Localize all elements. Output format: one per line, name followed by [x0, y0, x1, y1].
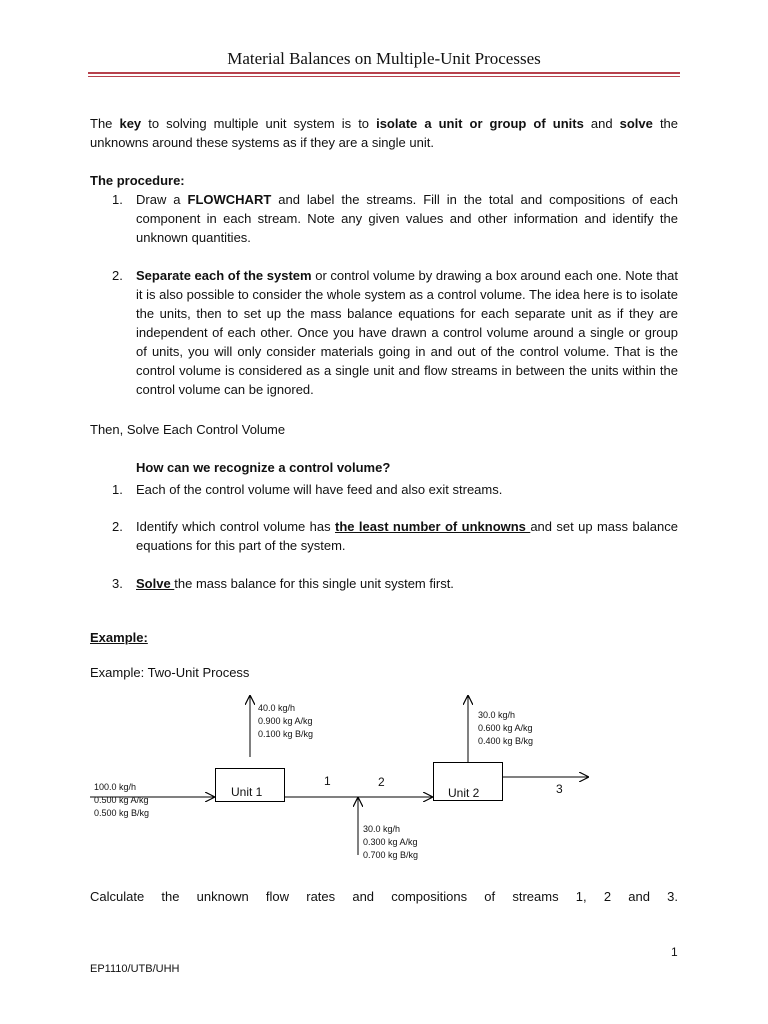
- top-stream-2-label: 30.0 kg/h 0.600 kg A/kg 0.400 kg B/kg: [478, 710, 534, 746]
- page-title: Material Balances on Multiple-Unit Processes: [227, 49, 541, 68]
- top-stream-1-label: 40.0 kg/h 0.900 kg A/kg 0.100 kg B/kg: [258, 703, 314, 739]
- recognize-question: How can we recognize a control volume?: [136, 460, 391, 475]
- procedure-step-2: 2. Separate each of the system or control volume by drawing a box around each one. Note that it is also possible to consider the whole system as a control volume. The idea here is to isolate the units, then to set up the mass balance equations for each separate unit as if they are independent of each other. Once you have drawn a control volume around a single or group of units, you will only consider materials going in and out of the control volume. That is the control volume is considered as a single unit and flow streams in between the units within the control volume can be ignored.: [112, 268, 679, 397]
- procedure-heading: The procedure:: [90, 173, 185, 188]
- example-question: Calculate the unknown flow rates and compositions of streams 1, 2 and 3.: [90, 889, 678, 904]
- unit-1-label: Unit 1: [231, 785, 263, 799]
- then-text: Then, Solve Each Control Volume: [90, 422, 286, 437]
- example-subtitle: Example: Two-Unit Process: [90, 665, 250, 680]
- page-number: 1: [671, 945, 678, 959]
- footer-code: EP1110/UTB/UHH: [90, 963, 180, 975]
- procedure-step-1: 1. Draw a FLOWCHART and label the streams. Fill in the total and compositions of each component in each stream. Note any given values and other information and identify the unknown quantities.: [112, 192, 678, 245]
- feed-stream-label: 100.0 kg/h 0.500 kg A/kg 0.500 kg B/kg: [94, 782, 150, 818]
- recognize-item-1: 1. Each of the control volume will have feed and also exit streams.: [112, 482, 503, 497]
- example-heading: Example:: [90, 630, 148, 645]
- unit-2-label: Unit 2: [448, 786, 480, 800]
- stream-3-label: 3: [556, 782, 563, 796]
- bottom-stream-label: 30.0 kg/h 0.300 kg A/kg 0.700 kg B/kg: [363, 824, 419, 860]
- stream-2-label: 2: [378, 775, 385, 789]
- recognize-item-2: 2. Identify which control volume has the least number of unknowns and set up mass balance equations for this part of the system.: [112, 519, 678, 553]
- recognize-item-3: 3. Solve the mass balance for this single unit system first.: [112, 576, 454, 591]
- intro-paragraph: The key to solving multiple unit system is to isolate a unit or group of units and solve the unknowns around these systems as if they are a single unit.: [90, 116, 679, 150]
- stream-1-label: 1: [324, 774, 331, 788]
